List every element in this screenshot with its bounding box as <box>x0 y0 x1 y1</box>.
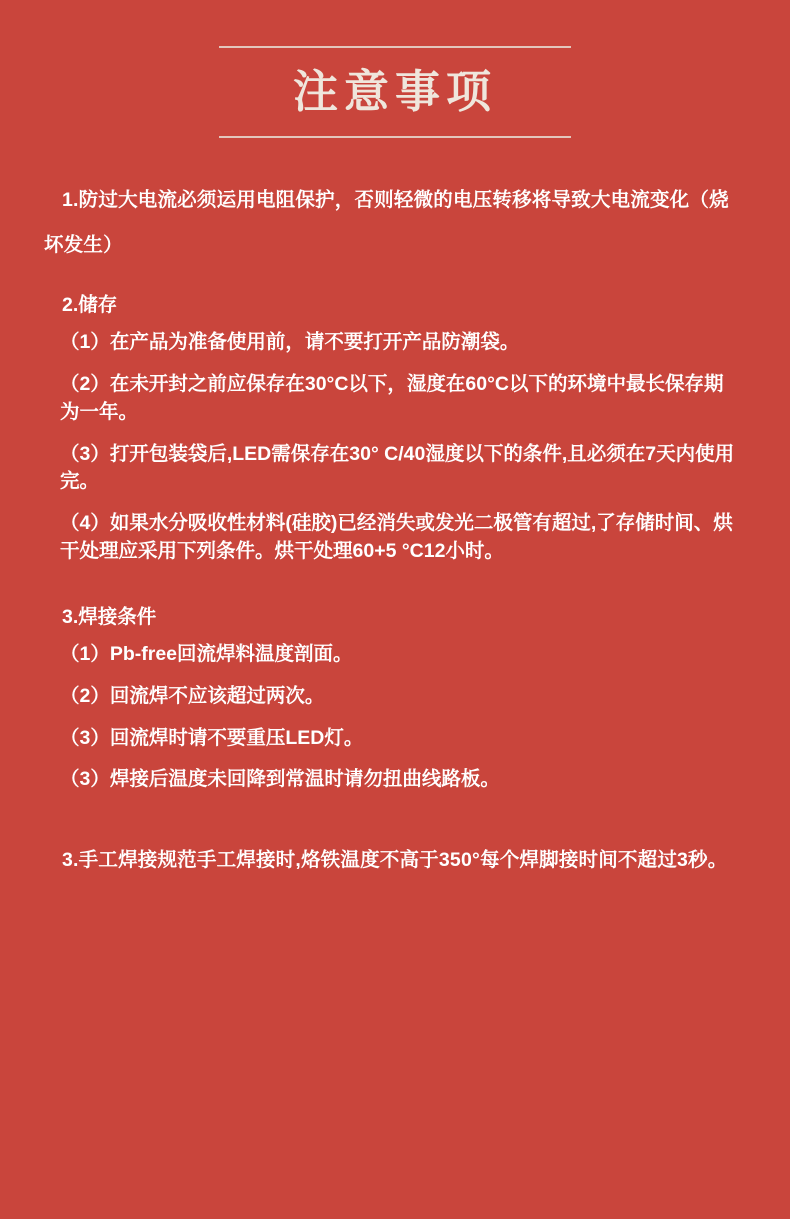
title-block <box>0 46 790 138</box>
list-item: （3）回流焊时请不要重压LED灯。 <box>60 726 364 749</box>
list-item: （2）回流焊不应该超过两次。 <box>60 684 325 707</box>
section-storage-heading: 2.储存 <box>62 294 118 317</box>
section-overcurrent-body: 1.防过大电流必须运用电阻保护，否则轻微的电压转移将导致大电流变化（烧坏发生） <box>44 188 729 256</box>
notice-page <box>0 46 790 1219</box>
section-soldering-heading: 3.焊接条件 <box>62 606 157 629</box>
spacer <box>44 579 742 601</box>
list-item: （1）在产品为准备使用前，请不要打开产品防潮袋。 <box>60 331 520 354</box>
list-item: （3）焊接后温度未回降到常温时请勿扭曲线路板。 <box>60 768 500 791</box>
notice-content <box>0 178 790 883</box>
spacer <box>44 267 742 289</box>
list-item: （3）打开包装袋后,LED需保存在30° C/40湿度以下的条件,且必须在7天内使用完。 <box>60 442 735 493</box>
list-item: （2）在未开封之前应保存在30°C以下，湿度在60°C以下的环境中最长保存期为一年。 <box>60 373 724 423</box>
title-rule-bottom <box>219 136 571 138</box>
page-title: 注意事项 <box>292 66 497 117</box>
title-rule-top <box>219 46 571 48</box>
list-item: （1）Pb-free回流焊料温度剖面。 <box>60 643 353 666</box>
section-hand-soldering-body: 3.手工焊接规范手工焊接时,烙铁温度不高于350°每个焊脚接时间不超过3秒。 <box>62 849 728 871</box>
spacer <box>44 808 742 838</box>
list-item: （4）如果水分吸收性材料(硅胶)已经消失或发光二极管有超过,了存储时间、烘干处理应采用下列条件。烘干处理60+5 °C12小时。 <box>60 511 733 562</box>
